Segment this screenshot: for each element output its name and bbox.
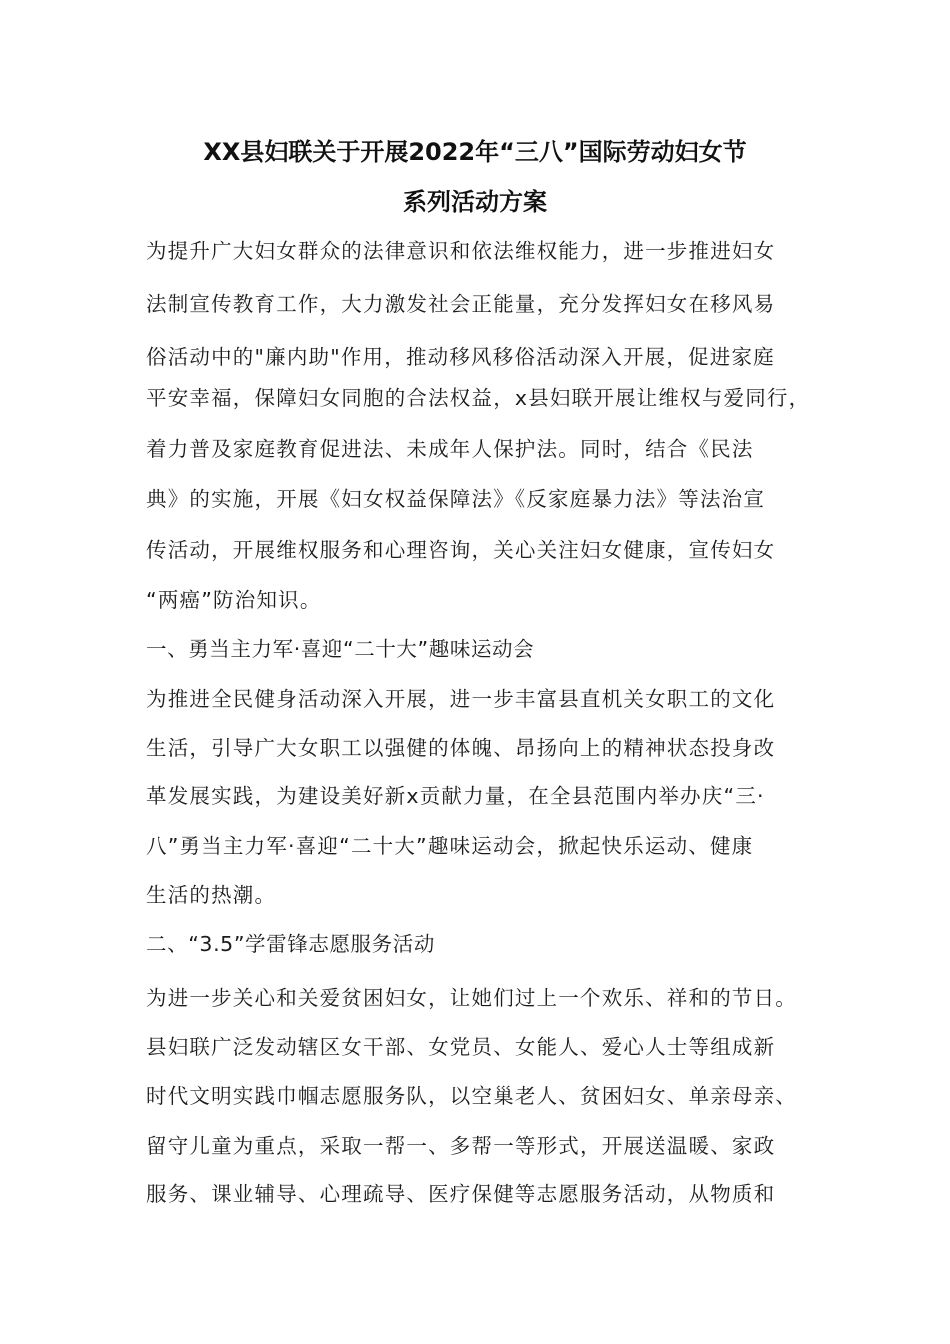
paragraph-line: 革发展实践，为建设美好新x贡献力量，在全县范围内举办庆“三· xyxy=(146,784,765,808)
paragraph-line: 为推进全民健身活动深入开展，进一步丰富县直机关女职工的文化 xyxy=(146,687,776,711)
paragraph-line: 法制宣传教育工作，大力激发社会正能量，充分发挥妇女在移风易 xyxy=(146,292,776,316)
paragraph-line: 典》的实施，开展《妇女权益保障法》《反家庭暴力法》等法治宣 xyxy=(146,487,766,511)
section-heading-2: 二、“3.5”学雷锋志愿服务活动 xyxy=(146,932,435,956)
paragraph-line: 八”勇当主力军·喜迎“二十大”趣味运动会，掀起快乐运动、健康 xyxy=(146,834,754,858)
document-title-line-1: XX县妇联关于开展2022年“三八”国际劳动妇女节 xyxy=(203,138,747,166)
paragraph-line: 传活动，开展维权服务和心理咨询，关心关注妇女健康，宣传妇女 xyxy=(146,538,776,562)
paragraph-line: 为进一步关心和关爱贫困妇女，让她们过上一个欢乐、祥和的节日。 xyxy=(146,986,797,1010)
paragraph-line: 时代文明实践巾帼志愿服务队，以空巢老人、贫困妇女、单亲母亲、 xyxy=(146,1084,797,1108)
paragraph-line: 服务、课业辅导、心理疏导、医疗保健等志愿服务活动，从物质和 xyxy=(146,1182,776,1206)
paragraph-line: 为提升广大妇女群众的法律意识和依法维权能力，进一步推进妇女 xyxy=(146,239,776,263)
paragraph-line: 着力普及家庭教育促进法、未成年人保护法。同时，结合《民法 xyxy=(146,437,754,461)
paragraph-line: 生活，引导广大女职工以强健的体魄、昂扬向上的精神状态投身改 xyxy=(146,736,776,760)
paragraph-line: 俗活动中的"廉内助"作用，推动移风移俗活动深入开展，促进家庭 xyxy=(146,345,775,369)
paragraph-line: 平安幸福，保障妇女同胞的合法权益，x县妇联开展让维权与爱同行， xyxy=(146,386,811,410)
section-heading-1: 一、勇当主力军·喜迎“二十大”趣味运动会 xyxy=(146,637,535,661)
paragraph-line: 生活的热潮。 xyxy=(146,883,277,907)
document-title-line-2: 系列活动方案 xyxy=(403,188,547,216)
paragraph-line: 县妇联广泛发动辖区女干部、女党员、女能人、爱心人士等组成新 xyxy=(146,1035,776,1059)
paragraph-line: 留守儿童为重点，采取一帮一、多帮一等形式，开展送温暖、家政 xyxy=(146,1134,776,1158)
paragraph-line: “两癌”防治知识。 xyxy=(146,588,322,612)
